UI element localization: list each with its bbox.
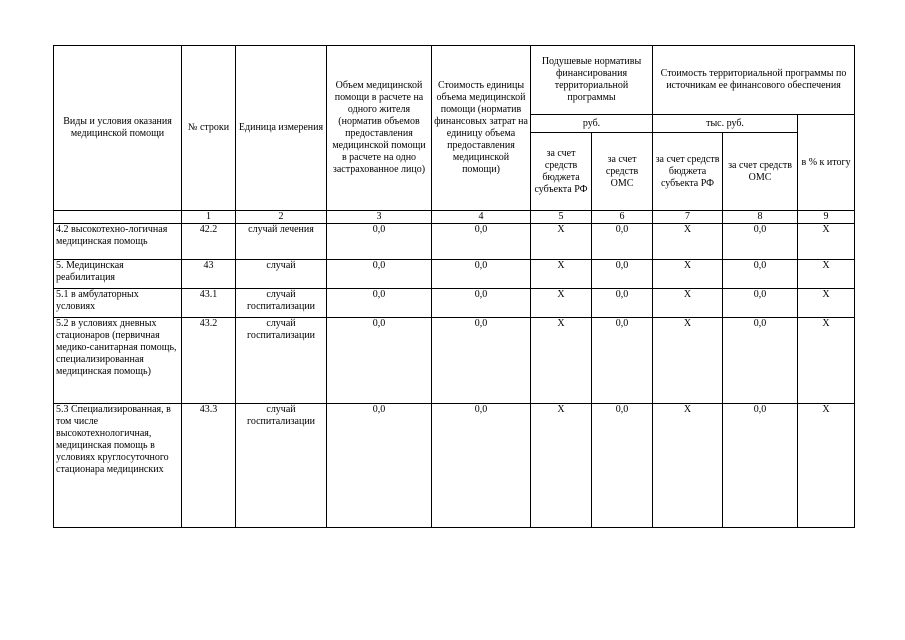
header-care-type: Виды и условия оказания медицинской помощи <box>54 46 182 211</box>
cell-percent: X <box>798 404 855 528</box>
cell-oms-thous: 0,0 <box>723 260 798 289</box>
row-unit: случай <box>236 260 327 289</box>
cell-oms-thous: 0,0 <box>723 318 798 404</box>
cell-percent: X <box>798 289 855 318</box>
header-rub: руб. <box>531 115 653 133</box>
cell-budget-rub: X <box>531 289 592 318</box>
col-number: 6 <box>592 211 653 224</box>
header-row-number: № строки <box>182 46 236 211</box>
header-volume: Объем медицинской помощи в расчете на одного жителя (норматив объемов предоставления медицинской помощи в расчете на одно застрахованное лицо) <box>327 46 432 211</box>
cell-budget-rub: X <box>531 318 592 404</box>
header-per-capita-norms: Подушевые нормативы финансирования территориальной программы <box>531 46 653 115</box>
row-unit: случай лечения <box>236 224 327 260</box>
header-program-cost: Стоимость территориальной программы по источникам ее финансового обеспечения <box>653 46 855 115</box>
cell-oms-rub: 0,0 <box>592 289 653 318</box>
table-row <box>54 318 855 404</box>
cell-unit-cost: 0,0 <box>432 404 531 528</box>
cell-oms-rub: 0,0 <box>592 224 653 260</box>
header-oms-thous: за счет средств ОМС <box>723 133 798 211</box>
row-name: 5.3 Специализированная, в том числе высокотехнологичная, медицинская помощь в условиях круглосуточного стационара медицинских <box>54 404 182 528</box>
row-name: 4.2 высокотехно-логичная медицинская помощь <box>54 224 182 260</box>
col-number: 2 <box>236 211 327 224</box>
row-unit: случай госпитализации <box>236 318 327 404</box>
cell-percent: X <box>798 260 855 289</box>
cell-oms-rub: 0,0 <box>592 260 653 289</box>
col-number: 4 <box>432 211 531 224</box>
cell-percent: X <box>798 224 855 260</box>
table-row <box>54 260 855 289</box>
row-unit: случай госпитализации <box>236 404 327 528</box>
header-percent-total: в % к итогу <box>798 115 855 211</box>
col-number: 3 <box>327 211 432 224</box>
cell-percent: X <box>798 318 855 404</box>
cell-volume: 0,0 <box>327 289 432 318</box>
cell-budget-thous: X <box>653 318 723 404</box>
cell-oms-thous: 0,0 <box>723 224 798 260</box>
cell-budget-thous: X <box>653 224 723 260</box>
cell-volume: 0,0 <box>327 260 432 289</box>
row-name: 5.1 в амбулаторных условиях <box>54 289 182 318</box>
cell-budget-rub: X <box>531 404 592 528</box>
cell-oms-thous: 0,0 <box>723 289 798 318</box>
col-number-blank <box>54 211 182 224</box>
table-row <box>54 289 855 318</box>
cell-unit-cost: 0,0 <box>432 224 531 260</box>
header-budget-thous: за счет средств бюджета субъекта РФ <box>653 133 723 211</box>
header-unit-cost: Стоимость единицы объема медицинской помощи (норматив финансовых затрат на единицу объема предоставления медицинской помощи) <box>432 46 531 211</box>
row-number: 43 <box>182 260 236 289</box>
cell-budget-rub: X <box>531 260 592 289</box>
cell-oms-rub: 0,0 <box>592 404 653 528</box>
cell-unit-cost: 0,0 <box>432 260 531 289</box>
cell-oms-rub: 0,0 <box>592 318 653 404</box>
row-number: 43.1 <box>182 289 236 318</box>
header-unit: Единица измерения <box>236 46 327 211</box>
table-row <box>54 224 855 260</box>
cell-budget-thous: X <box>653 289 723 318</box>
header-oms-rub: за счет средств ОМС <box>592 133 653 211</box>
cell-unit-cost: 0,0 <box>432 318 531 404</box>
table-row <box>54 404 855 528</box>
cell-volume: 0,0 <box>327 318 432 404</box>
cell-budget-rub: X <box>531 224 592 260</box>
cell-volume: 0,0 <box>327 224 432 260</box>
col-number: 8 <box>723 211 798 224</box>
row-name: 5. Медицинская реабилитация <box>54 260 182 289</box>
cell-budget-thous: X <box>653 260 723 289</box>
header-budget-rub: за счет средств бюджета субъекта РФ <box>531 133 592 211</box>
row-name: 5.2 в условиях дневных стационаров (первичная медико-санитарная помощь, специализированная медицинская помощь) <box>54 318 182 404</box>
row-unit: случай госпитализации <box>236 289 327 318</box>
row-number: 43.2 <box>182 318 236 404</box>
cell-unit-cost: 0,0 <box>432 289 531 318</box>
medical-care-table <box>53 45 855 528</box>
col-number: 1 <box>182 211 236 224</box>
row-number: 42.2 <box>182 224 236 260</box>
cell-volume: 0,0 <box>327 404 432 528</box>
col-number: 5 <box>531 211 592 224</box>
row-number: 43.3 <box>182 404 236 528</box>
cell-oms-thous: 0,0 <box>723 404 798 528</box>
col-number: 9 <box>798 211 855 224</box>
col-number: 7 <box>653 211 723 224</box>
column-numbers-row <box>54 211 855 224</box>
cell-budget-thous: X <box>653 404 723 528</box>
header-thous-rub: тыс. руб. <box>653 115 798 133</box>
